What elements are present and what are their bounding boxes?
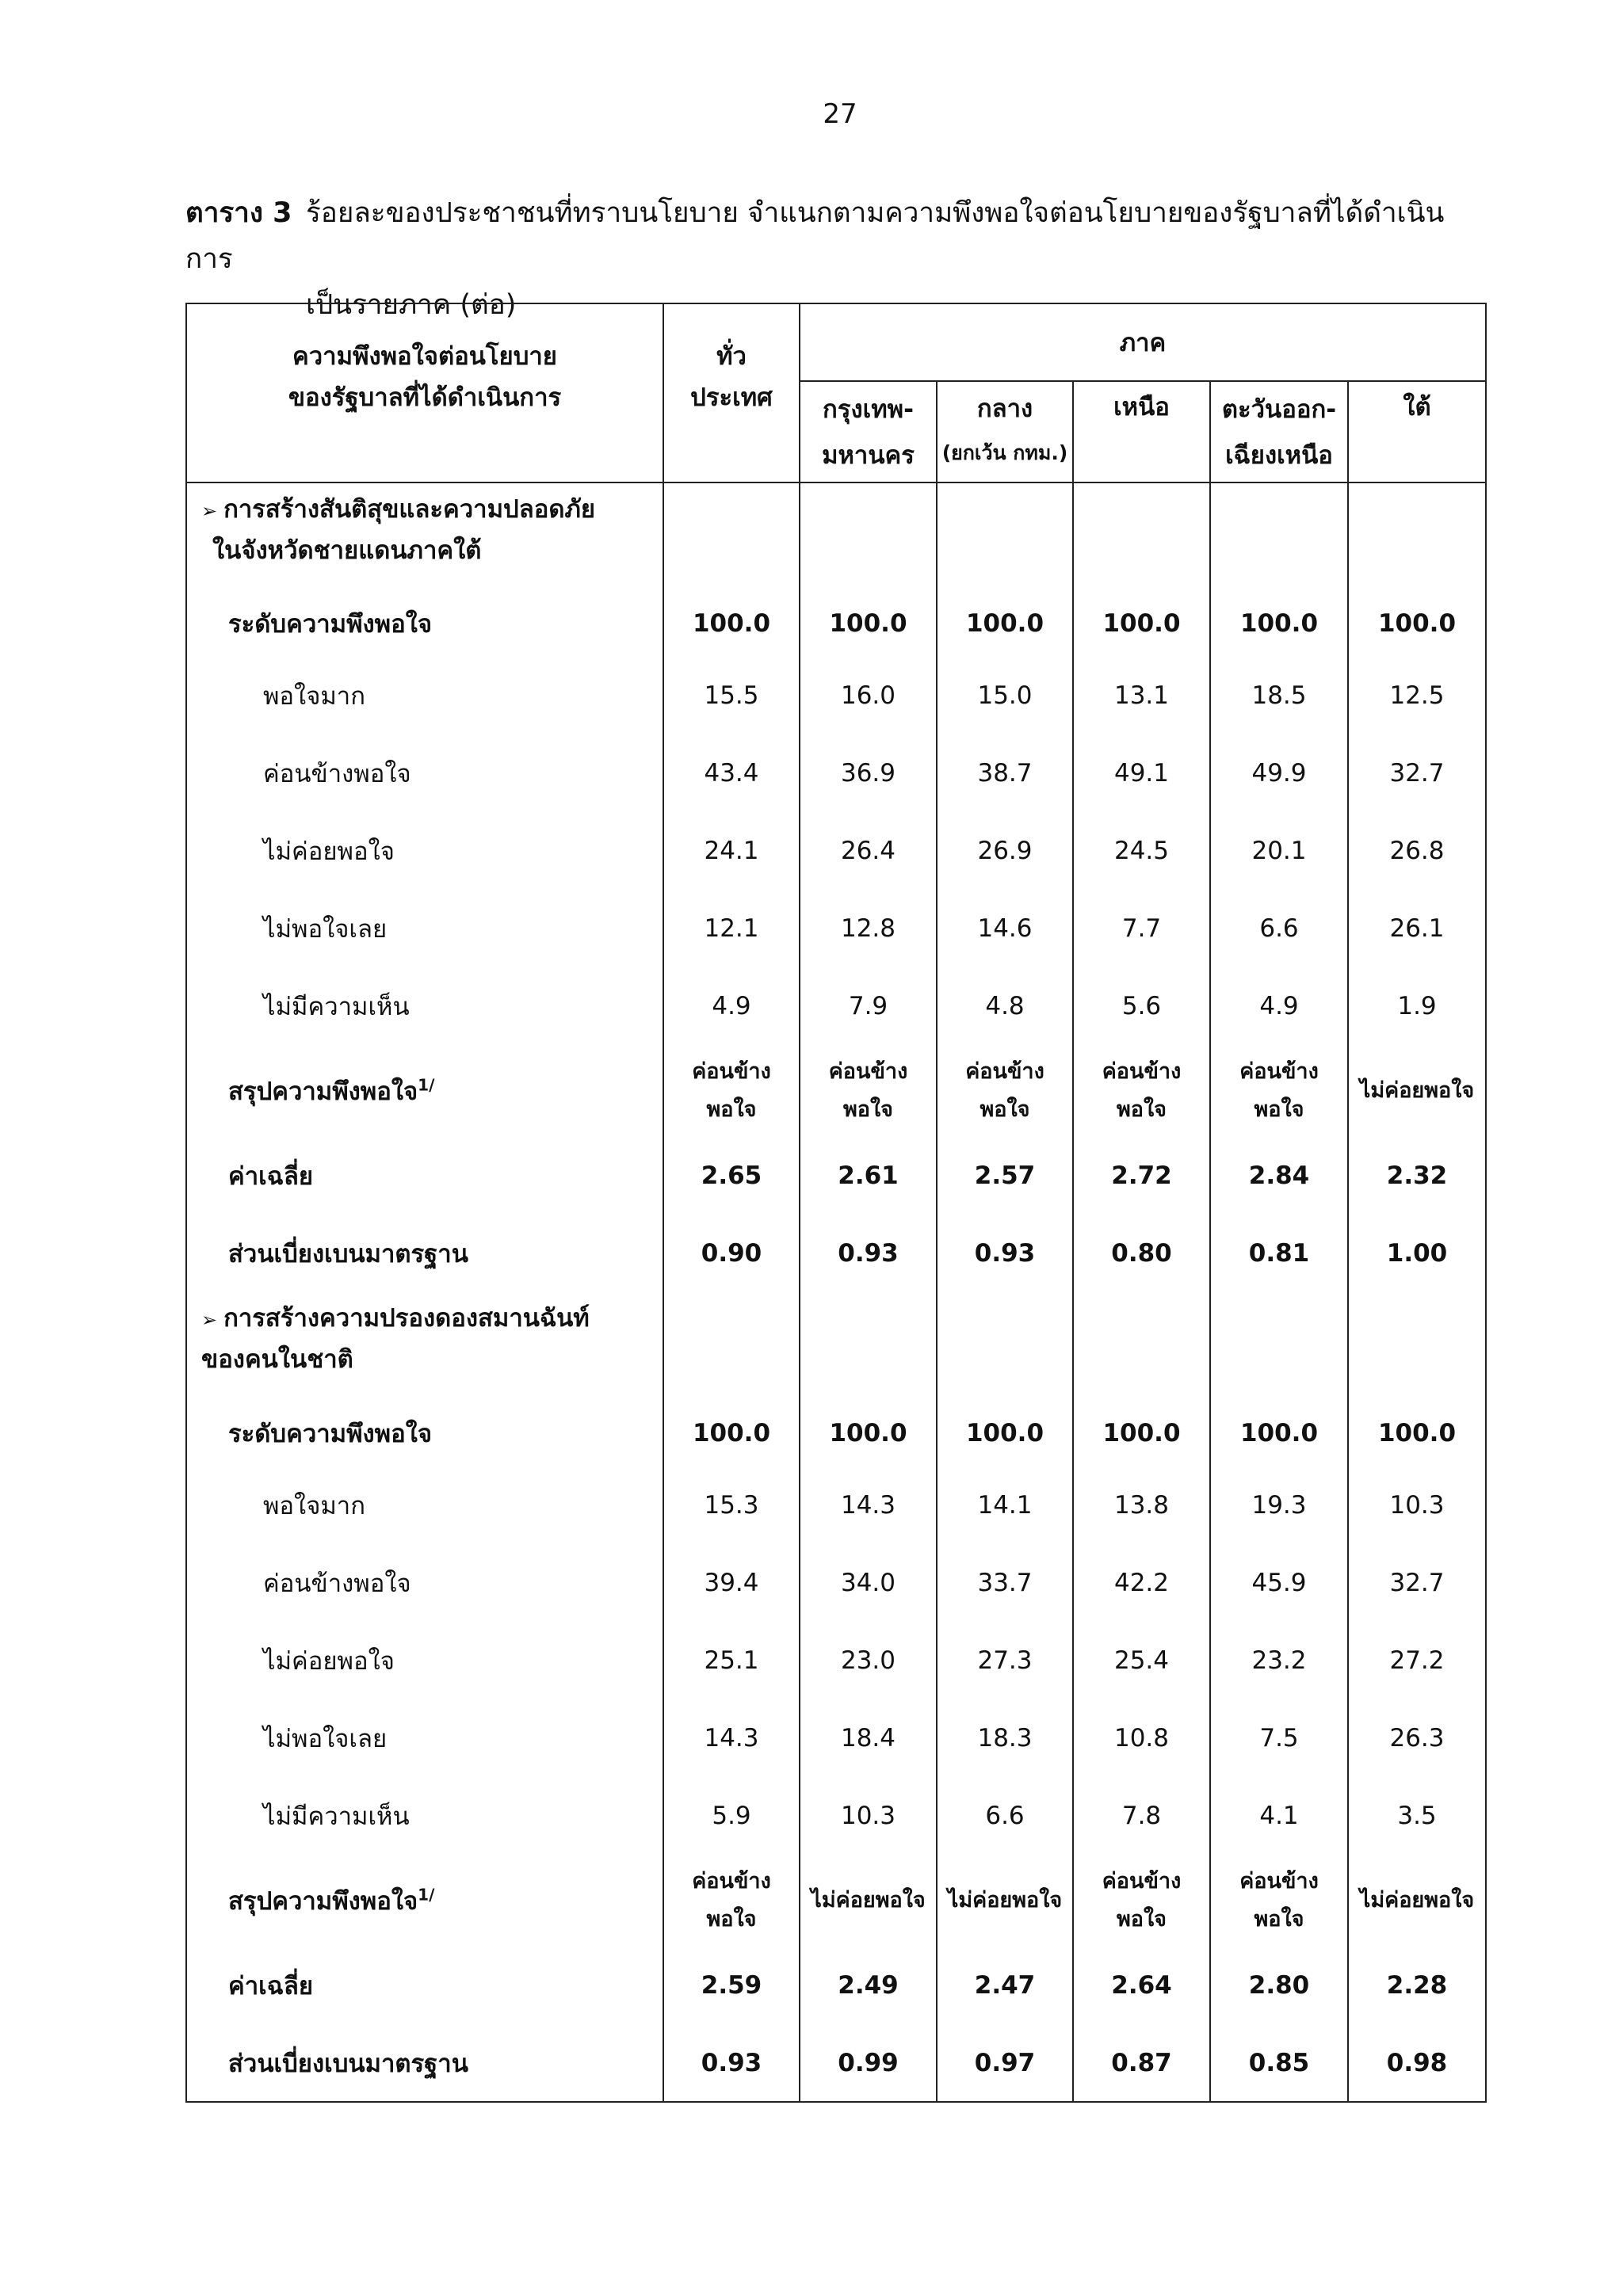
row-value-cell: 24.1 [663,812,800,890]
empty-cell [800,1292,937,1400]
row-value-cell: 32.7 [1348,1544,1486,1622]
summary-value-line: พอใจ [1116,1907,1167,1932]
row-value-cell: 49.9 [1210,734,1348,812]
empty-cell [663,1292,800,1400]
summary-value-line: ไม่ค่อยพอใจ [1359,1888,1475,1913]
header-northeast-line-2: เฉียงเหนือ [1225,441,1333,470]
row-value-cell: 26.9 [937,812,1073,890]
section-title [186,1292,663,1400]
table-row [186,1466,1486,1544]
header-bangkok-line-2: มหานคร [822,441,915,470]
level-value-cell: 100.0 [663,1400,800,1466]
summary-value-line: ค่อนข้าง [692,1869,771,1894]
row-value-cell: 14.3 [663,1699,800,1777]
empty-cell [1073,482,1210,590]
summary-value-cell [1210,1045,1348,1137]
header-central-line-1: กลาง [976,395,1033,423]
summary-value-cell [937,1045,1073,1137]
row-value-cell: 33.7 [937,1544,1073,1622]
sd-value-cell: 0.98 [1348,2024,1486,2102]
table-row [186,890,1486,967]
sd-value-cell: 0.93 [800,1215,937,1292]
row-value-cell: 36.9 [800,734,937,812]
summary-value-line: พอใจ [706,1907,757,1932]
summary-value-line: พอใจ [980,1097,1030,1122]
row-value-cell: 10.8 [1073,1699,1210,1777]
table-row [186,812,1486,890]
summary-value-cell [1210,1855,1348,1947]
level-value-cell: 100.0 [1210,1400,1348,1466]
caption-line-2: เป็นรายภาค (ต่อ) [306,289,517,321]
level-label: ระดับความพึงพอใจ [186,590,663,657]
mean-value-cell: 2.80 [1210,1947,1348,2024]
row-value-cell: 5.9 [663,1777,800,1855]
table-row [186,967,1486,1045]
summary-row [186,1045,1486,1137]
header-northeast [1210,381,1348,482]
row-value-cell: 6.6 [1210,890,1348,967]
sd-value-cell: 0.93 [663,2024,800,2102]
header-northeast-line-1: ตะวันออก- [1221,395,1337,424]
row-value-cell: 13.1 [1073,657,1210,734]
row-value-cell: 16.0 [800,657,937,734]
mean-value-cell: 2.65 [663,1137,800,1215]
row-value-cell: 25.1 [663,1622,800,1699]
summary-label [186,1855,663,1947]
summary-label [186,1045,663,1137]
header-policy-line-2: ของรัฐบาลที่ได้ดำเนินการ [288,383,562,412]
row-value-cell: 14.3 [800,1466,937,1544]
table-row [186,1699,1486,1777]
mean-value-cell: 2.72 [1073,1137,1210,1215]
mean-value-cell: 2.84 [1210,1137,1348,1215]
header-nationwide-line-2: ประเทศ [690,383,773,412]
row-value-cell: 15.0 [937,657,1073,734]
row-label: ไม่ค่อยพอใจ [186,1622,663,1699]
section-title-line-1 [201,1299,659,1340]
header-bangkok-line-1: กรุงเทพ- [823,395,914,424]
section-title-line-1 [201,490,659,531]
table-body [186,482,1486,2102]
header-region-group: ภาค [800,303,1486,381]
caption-label: ตาราง 3 [185,197,292,229]
summary-value-line: ไม่ค่อยพอใจ [1359,1078,1475,1103]
level-value-cell: 100.0 [800,590,937,657]
row-value-cell: 12.1 [663,890,800,967]
table-row [186,1544,1486,1622]
section-title [186,482,663,590]
row-label: ไม่มีความเห็น [186,1777,663,1855]
header-north: เหนือ [1073,381,1210,482]
row-value-cell: 3.5 [1348,1777,1486,1855]
mean-value-cell: 2.28 [1348,1947,1486,2024]
row-value-cell: 42.2 [1073,1544,1210,1622]
row-label: ไม่พอใจเลย [186,890,663,967]
row-value-cell: 7.5 [1210,1699,1348,1777]
summary-value-line: พอใจ [1254,1907,1304,1932]
header-south: ใต้ [1348,381,1486,482]
row-value-cell: 10.3 [1348,1466,1486,1544]
mean-value-cell: 2.47 [937,1947,1073,2024]
header-nationwide-line-1: ทั่ว [716,342,747,371]
level-row [186,590,1486,657]
sd-row [186,1215,1486,1292]
row-value-cell: 18.4 [800,1699,937,1777]
summary-value-line: ค่อนข้าง [965,1059,1044,1084]
row-label: ค่อนข้างพอใจ [186,1544,663,1622]
row-value-cell: 26.4 [800,812,937,890]
level-value-cell: 100.0 [1348,1400,1486,1466]
level-value-cell: 100.0 [1210,590,1348,657]
row-value-cell: 15.3 [663,1466,800,1544]
row-label: ไม่มีความเห็น [186,967,663,1045]
sd-value-cell: 0.81 [1210,1215,1348,1292]
mean-value-cell: 2.64 [1073,1947,1210,2024]
summary-value-cell [1348,1855,1486,1947]
header-central-line-2: (ยกเว้น กทม.) [941,441,1068,464]
row-value-cell: 23.2 [1210,1622,1348,1699]
sd-value-cell: 0.87 [1073,2024,1210,2102]
row-value-cell: 25.4 [1073,1622,1210,1699]
arrow-bullet-icon: ➢ [201,1309,218,1331]
row-value-cell: 5.6 [1073,967,1210,1045]
level-label: ระดับความพึงพอใจ [186,1400,663,1466]
satisfaction-table [185,303,1487,2103]
level-value-cell: 100.0 [937,590,1073,657]
summary-value-cell [1348,1045,1486,1137]
header-nationwide [663,303,800,482]
summary-value-line: พอใจ [842,1097,894,1122]
row-value-cell: 34.0 [800,1544,937,1622]
row-value-cell: 24.5 [1073,812,1210,890]
header-central [937,381,1073,482]
level-value-cell: 100.0 [1073,1400,1210,1466]
mean-row [186,1137,1486,1215]
row-value-cell: 39.4 [663,1544,800,1622]
sd-value-cell: 0.99 [800,2024,937,2102]
mean-value-cell: 2.49 [800,1947,937,2024]
row-value-cell: 6.6 [937,1777,1073,1855]
mean-label: ค่าเฉลี่ย [186,1947,663,2024]
empty-cell [1348,482,1486,590]
header-policy [186,303,663,482]
section-title-line-2: ของคนในชาติ [201,1345,353,1374]
summary-value-line: ไม่ค่อยพอใจ [811,1888,926,1913]
empty-cell [1348,1292,1486,1400]
mean-value-cell: 2.32 [1348,1137,1486,1215]
row-label: ค่อนข้างพอใจ [186,734,663,812]
empty-cell [663,482,800,590]
summary-value-cell [800,1855,937,1947]
row-value-cell: 7.8 [1073,1777,1210,1855]
row-label: พอใจมาก [186,1466,663,1544]
level-value-cell: 100.0 [1073,590,1210,657]
row-value-cell: 27.3 [937,1622,1073,1699]
level-value-cell: 100.0 [937,1400,1073,1466]
summary-value-cell [663,1855,800,1947]
row-value-cell: 1.9 [1348,967,1486,1045]
row-value-cell: 18.5 [1210,657,1348,734]
summary-label-text: สรุปความพึงพอใจ [228,1887,418,1916]
row-value-cell: 12.8 [800,890,937,967]
summary-value-line: ค่อนข้าง [1239,1869,1319,1894]
summary-label-text: สรุปความพึงพอใจ [228,1077,418,1106]
table-row [186,1622,1486,1699]
row-value-cell: 14.6 [937,890,1073,967]
row-value-cell: 10.3 [800,1777,937,1855]
row-label: ไม่ค่อยพอใจ [186,812,663,890]
row-value-cell: 26.1 [1348,890,1486,967]
section-title-text: การสร้างสันติสุขและความปลอดภัย [223,495,596,524]
summary-value-line: ค่อนข้าง [1102,1059,1182,1084]
summary-value-line: ค่อนข้าง [828,1059,908,1084]
level-value-cell: 100.0 [800,1400,937,1466]
empty-cell [1210,1292,1348,1400]
row-label: ไม่พอใจเลย [186,1699,663,1777]
row-value-cell: 26.8 [1348,812,1486,890]
header-row-1 [186,303,1486,381]
sd-value-cell: 0.93 [937,1215,1073,1292]
table-row [186,1777,1486,1855]
summary-value-cell [800,1045,937,1137]
sd-row [186,2024,1486,2102]
footnote-mark: 1/ [418,1075,435,1095]
level-value-cell: 100.0 [1348,590,1486,657]
mean-row [186,1947,1486,2024]
row-value-cell: 4.9 [1210,967,1348,1045]
summary-value-cell [663,1045,800,1137]
summary-value-cell [1073,1855,1210,1947]
sd-value-cell: 0.90 [663,1215,800,1292]
caption-text: ร้อยละของประชาชนที่ทราบนโยบาย จำแนกตามความพึงพอใจต่อนโยบายของรัฐบาลที่ได้ดำเนินการ [185,197,1445,275]
caption-line-1 [185,190,1485,282]
empty-cell [1210,482,1348,590]
row-value-cell: 7.9 [800,967,937,1045]
row-value-cell: 13.8 [1073,1466,1210,1544]
empty-cell [800,482,937,590]
row-value-cell: 45.9 [1210,1544,1348,1622]
row-value-cell: 18.3 [937,1699,1073,1777]
section-title-text: การสร้างความปรองดองสมานฉันท์ [223,1304,590,1333]
sd-label: ส่วนเบี่ยงเบนมาตรฐาน [186,2024,663,2102]
row-value-cell: 26.3 [1348,1699,1486,1777]
table-row [186,734,1486,812]
section-title-row [186,482,1486,590]
level-value-cell: 100.0 [663,590,800,657]
row-value-cell: 14.1 [937,1466,1073,1544]
sd-label: ส่วนเบี่ยงเบนมาตรฐาน [186,1215,663,1292]
summary-value-cell [937,1855,1073,1947]
summary-value-line: ค่อนข้าง [1102,1869,1182,1894]
header-bangkok [800,381,937,482]
empty-cell [937,1292,1073,1400]
row-value-cell: 4.1 [1210,1777,1348,1855]
summary-value-cell [1073,1045,1210,1137]
row-value-cell: 27.2 [1348,1622,1486,1699]
row-value-cell: 15.5 [663,657,800,734]
page-number: 27 [823,98,857,130]
section-title-line-2: ในจังหวัดชายแดนภาคใต้ [212,536,482,565]
level-row [186,1400,1486,1466]
row-label: พอใจมาก [186,657,663,734]
summary-value-line: ค่อนข้าง [692,1059,771,1084]
row-value-cell: 12.5 [1348,657,1486,734]
empty-cell [937,482,1073,590]
row-value-cell: 4.8 [937,967,1073,1045]
sd-value-cell: 0.97 [937,2024,1073,2102]
sd-value-cell: 0.85 [1210,2024,1348,2102]
row-value-cell: 19.3 [1210,1466,1348,1544]
mean-value-cell: 2.59 [663,1947,800,2024]
summary-value-line: ไม่ค่อยพอใจ [947,1888,1063,1913]
header-policy-line-1: ความพึงพอใจต่อนโยบาย [292,342,557,371]
mean-label: ค่าเฉลี่ย [186,1137,663,1215]
empty-cell [1073,1292,1210,1400]
row-value-cell: 7.7 [1073,890,1210,967]
mean-value-cell: 2.57 [937,1137,1073,1215]
section-title-row [186,1292,1486,1400]
sd-value-cell: 1.00 [1348,1215,1486,1292]
summary-row [186,1855,1486,1947]
row-value-cell: 20.1 [1210,812,1348,890]
mean-value-cell: 2.61 [800,1137,937,1215]
summary-value-line: พอใจ [1254,1097,1304,1122]
summary-value-line: ค่อนข้าง [1239,1059,1319,1084]
arrow-bullet-icon: ➢ [201,500,218,522]
row-value-cell: 49.1 [1073,734,1210,812]
sd-value-cell: 0.80 [1073,1215,1210,1292]
summary-value-line: พอใจ [706,1097,757,1122]
summary-value-line: พอใจ [1116,1097,1167,1122]
footnote-mark: 1/ [418,1885,435,1905]
row-value-cell: 4.9 [663,967,800,1045]
row-value-cell: 38.7 [937,734,1073,812]
table-row [186,657,1486,734]
row-value-cell: 43.4 [663,734,800,812]
row-value-cell: 32.7 [1348,734,1486,812]
row-value-cell: 23.0 [800,1622,937,1699]
